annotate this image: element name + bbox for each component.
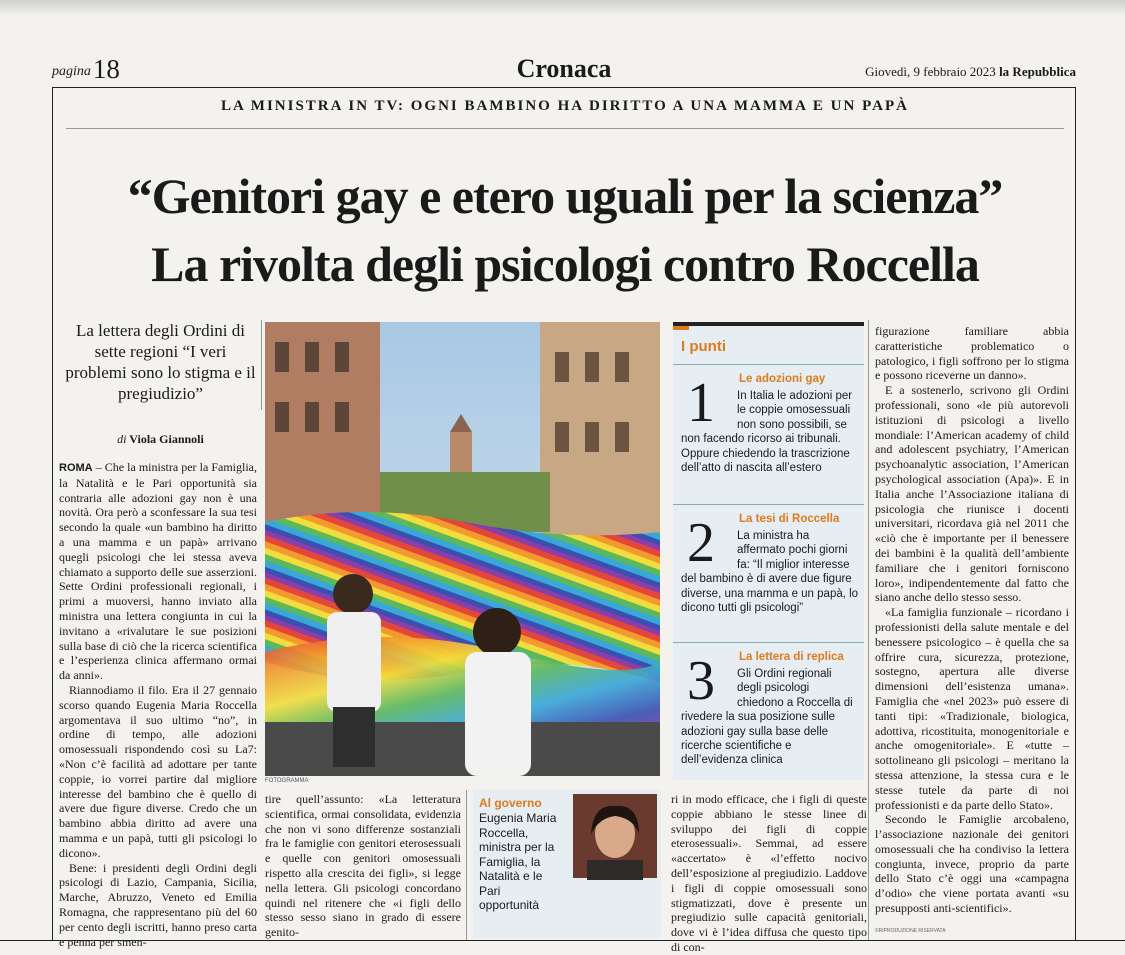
dateline: ROMA: [59, 462, 93, 474]
government-box: [473, 790, 661, 938]
point-number: 1: [687, 372, 715, 434]
byline: di Viola Giannoli: [117, 432, 204, 446]
page-header: [52, 52, 1076, 88]
paragraph: Bene: i presidenti degli Ordini degli psicologi di Lazio, Campania, Sicilia, Marche, Abruzzo, Veneto ed Emilia Romagna, che rappresentano più del 60 per cento degli iscritti, hanno preso carta e penna per smen-: [59, 860, 257, 949]
section-title: Cronaca: [516, 54, 612, 83]
point-number: 2: [687, 512, 715, 574]
page-number: pagina18: [52, 54, 120, 84]
bottom-border: [0, 940, 1125, 941]
key-points-box: [673, 322, 864, 780]
accent-bar: [673, 326, 689, 330]
point-title: Le adozioni gay: [739, 373, 826, 385]
point-title: La lettera di replica: [739, 651, 844, 663]
article-column-2: [265, 792, 461, 940]
point-text: La ministra ha affermato pochi giorni fa: “Il miglior interesse del bambino è di avere due figure diverse, una mamma e un papà, lo dicono tutti gli psicologi”: [681, 530, 859, 615]
kicker: LA MINISTRA IN TV: OGNI BAMBINO HA DIRITTO A UNA MAMMA E UN PAPÀ: [221, 98, 909, 114]
pride-flag-photo: [265, 322, 660, 776]
article-frame: [52, 88, 1076, 954]
headline-line-1: “Genitori gay e etero uguali per la scienza”: [127, 168, 1003, 224]
box-caption: Eugenia Maria Roccella, ministra per la Famiglia, la Natalità e le Pari opportunità: [479, 811, 557, 912]
paragraph: figurazione familiare abbia caratteristiche problematico o patologico, i figli soffrono per lo stigma e possono riceverne un danno».: [875, 324, 1069, 383]
subheadline: La lettera degli Ordini di sette regioni “I veri problemi sono lo stigma e il pregiudizio”: [65, 321, 256, 403]
paragraph: Riannodiamo il filo. Era il 27 gennaio scorso quando Eugenia Maria Roccella argomentava il suo ultimo “no”, in ordine di tempo, alle adozioni omosessuali rispondendo così su La7: «Non c’è facilità ad adottare per tante coppie, io vorrei partire dal migliore interesse del bambino che è quello di avere due figure diverse. Credo che un bambino abbia diritto ad avere una mamma e un papà, tutti gli psicologi lo dicono».: [59, 682, 257, 860]
paragraph: ri in modo efficace, che i figli di queste coppie abbiano le stesse linee di sviluppo dei figli di coppie eterosessuali». Semmai, ad essere «accertato» è «l’effetto nocivo dell’esposizione al pregiudizio. Laddove i figli di coppie omosessuali sono stigmatizzati, dove è presente un pregiudizio sulle capacità genitoriali, dove vi è l’idea diffusa che questo tipo di con-: [671, 792, 867, 954]
date-and-masthead: Giovedì, 9 febbraio 2023 la Repubblica: [865, 64, 1076, 79]
box-label: Al governo: [479, 796, 542, 810]
paragraph: tire quell’assunto: «La letteratura scientifica, ormai consolidata, evidenzia che non vi sono differenze sostanziali fra le famiglie con genitori eterosessuali e quelle con genitori omosessuali rispetto alla crescita dei figli», si legge nella lettera. Gli psicologi concordano quindi nel ritenere che «i figli dello stesso sesso siano in grado di essere genito-: [265, 792, 461, 940]
article-column-4: [875, 324, 1069, 916]
column-divider: [261, 320, 262, 410]
kicker-divider: [66, 128, 1064, 129]
point-text: In Italia le adozioni per le coppie omosessuali non sono possibili, se non facendo ricorso ai tribunali. Oppure chiedendo la trascrizione dell’atto di nascita all’estero: [681, 390, 853, 475]
portrait-photo: [573, 794, 657, 878]
point-number: 3: [687, 650, 715, 712]
page-top-shadow: [0, 0, 1125, 16]
paragraph: E a sostenerlo, scrivono gli Ordini professionali, sono «le più autorevoli istituzioni di psicologi a livello mondiale: l’American academy of child and adolescent psychiatry, l’American psychoanalytic association, l’American psychological association (Apa)». E in Italia anche l’Associazione italiana di psicologia che riunisce i docenti universitari, ricordava già nel 2011 che «ciò che è importante per il benessere dei bambini è la qualità dell’ambiente familiare che i genitori forniscono loro», indipendentemente dal fatto che siano anche dello stesso sesso.: [875, 383, 1069, 605]
photo-credit: FOTOGRAMMA: [265, 778, 309, 784]
paragraph: «La famiglia funzionale – ricordano i professionisti della salute mentale e del benessere psicologico – è quella che sa offrire cura, sicurezza, protezione, sostegno, apertura alle diverse dimensioni dell’esistenza umana». Famiglia che «nel 2023» può essere di tanti tipi: «Tradizionale, biologica, adottiva, ricostituita, monogenitoriale e anche omogenitoriale». E «tutte – sottolineano gli psicologi – meritano la stessa attenzione, la stessa cura e le stesse tutele da parte di noi professionisti e da parte dello Stato».: [875, 605, 1069, 812]
key-point: [673, 364, 864, 494]
point-title: La tesi di Roccella: [739, 513, 840, 525]
headline-line-2: La rivolta degli psicologi contro Roccella: [151, 236, 979, 292]
column-divider: [868, 320, 869, 940]
key-point: [673, 504, 864, 640]
article-column-3: [671, 792, 867, 955]
copyright-notice: ©RIPRODUZIONE RISERVATA: [875, 928, 946, 934]
article-column-1: ROMA – Che la ministra per la Famiglia, la Natalità e le Pari opportunità sia contraria alle adozioni gay non è una novità. Ora però a sconfessare la sua tesi secondo la quale «un bambino ha diritto a una mamma e un papà» arrivano quegli psicologi che lei stessa aveva chiamato a supporto delle sue asserzioni. Sette Ordini professionali regionali, i primi a muoversi, hanno inviato alla ministra una lettera congiunta in cui la invitano a «rivalutare le sue posizioni sulla base di ciò che la ricerca scientifica e l’esperienza clinica affermano ormai da anni». Riannodiamo il filo. Era il 27 gennaio scorso quando Eugenia Maria Roccella argomentava il suo ultimo “no”, in ordine di tempo, alle adozioni omosessuali rispondendo così su La7: «Non c’è facilità ad adottare per tante coppie, io vorrei partire dal migliore interesse del bambino che è quello di avere due figure diverse. Credo che un bambino abbia diritto ad avere una mamma e un papà, tutti gli psicologi lo dicono». Bene: i presidenti degli Ordini degli psicologi di Lazio, Campania, Sicilia, Marche, Abruzzo, Veneto ed Emilia Romagna, che rappresentano più del 60 per cento degli iscritti, hanno preso carta e penna per smen-: [59, 460, 257, 949]
key-points-title: I punti: [681, 338, 726, 355]
paragraph: Secondo le Famiglie arcobaleno, l’associazione nazionale dei genitori omosessuali che ha condiviso la lettera congiunta, invece, proprio da parte dello Stato c’è oggi una «campagna d’odio» che viene portata avanti «su presupposti anti-scientifici».: [875, 812, 1069, 916]
column-divider: [466, 790, 467, 940]
point-text: Gli Ordini regionali degli psicologi chiedono a Roccella di rivedere la sua posizione sulle adozioni gay sulla base delle ricerche scientifiche e dell’evidenza clinica: [681, 668, 853, 767]
key-points-header: [673, 326, 864, 358]
key-point: [673, 642, 864, 780]
